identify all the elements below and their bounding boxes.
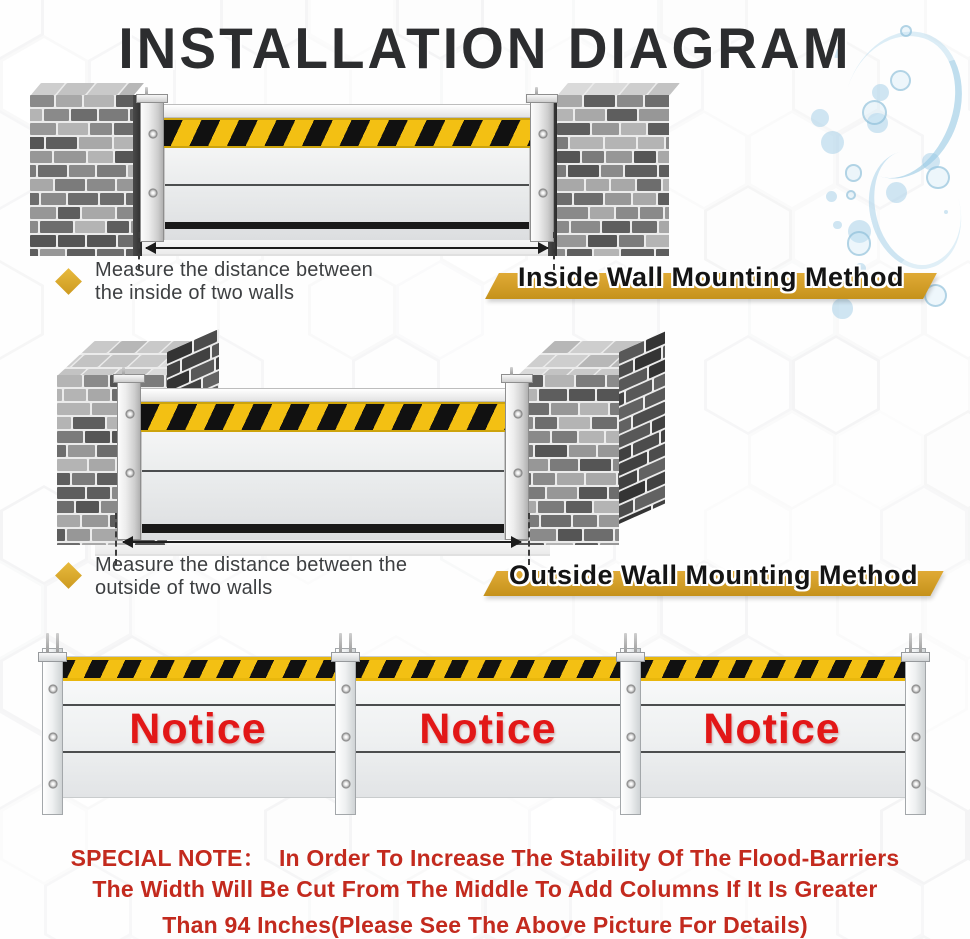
mounting-post-right (505, 380, 529, 540)
special-note-line-3: Than 94 Inches(Please See The Above Picture For Details) (162, 912, 808, 938)
outside-method-banner-label: Outside Wall Mounting Method (509, 560, 918, 590)
barrier-post-2 (335, 648, 356, 815)
brick-pillar-right-face (517, 375, 619, 545)
outside-caption-line-2: outside of two walls (95, 577, 273, 599)
mounting-post-left (140, 100, 164, 242)
hazard-stripe-band (59, 657, 337, 681)
notice-label: Notice (419, 705, 557, 753)
barrier-post-1-bracket (38, 652, 67, 662)
mounting-post-right (530, 100, 554, 242)
barrier-top-rail (135, 388, 511, 402)
measure-arrow (146, 247, 548, 249)
notice-label: Notice (129, 705, 267, 753)
mounting-post-left (117, 380, 141, 540)
hazard-stripe-band (141, 402, 505, 432)
outside-caption-line-1: Measure the distance between the (95, 554, 408, 576)
outside-caption (95, 554, 407, 600)
mounting-post-right-bracket (526, 94, 558, 103)
measure-arrow (123, 541, 521, 543)
notice-panel-1 (58, 656, 338, 798)
barrier-post-3-bracket (616, 652, 645, 662)
special-note-line-1: SPECIAL NOTE： In Order To Increase The Stability Of The Flood-Barriers (70, 845, 900, 871)
flood-barrier-panel (164, 148, 530, 240)
hazard-stripe-band (353, 657, 623, 681)
inside-caption-line-1: Measure the distance between (95, 259, 373, 281)
panel-bottom-strip (165, 222, 529, 229)
mounting-post-left-bracket (113, 374, 145, 383)
notice-panel-3 (636, 656, 908, 798)
measure-dashed-line-right (528, 513, 530, 565)
brick-pillar-right-face (557, 95, 669, 256)
hazard-stripe-band (637, 657, 907, 681)
panel-bottom-strip (142, 524, 504, 533)
barrier-post-4-bracket (901, 652, 930, 662)
panel-seam (165, 184, 529, 186)
brick-pillar-left-face (30, 95, 133, 256)
mounting-post-left-bracket (136, 94, 168, 103)
barrier-post-4 (905, 648, 926, 815)
page-title: INSTALLATION DIAGRAM (118, 15, 852, 81)
hazard-stripe-band (164, 118, 530, 148)
inside-method-banner-label: Inside Wall Mounting Method (518, 262, 904, 292)
barrier-top-rail (150, 104, 544, 118)
special-note-line-2: The Width Will Be Cut From The Middle To Add Columns If It Is Greater (92, 876, 878, 902)
barrier-post-2-bracket (331, 652, 360, 662)
inside-caption (95, 259, 373, 305)
mounting-post-right-bracket (501, 374, 533, 383)
inside-caption-line-2: the inside of two walls (95, 282, 295, 304)
barrier-post-1 (42, 648, 63, 815)
flood-barrier-panel (141, 432, 505, 540)
notice-panel-2 (352, 656, 624, 798)
brick-pillar-right-side (619, 332, 665, 524)
notice-label: Notice (703, 705, 841, 753)
barrier-post-3 (620, 648, 641, 815)
panel-seam (142, 470, 504, 472)
